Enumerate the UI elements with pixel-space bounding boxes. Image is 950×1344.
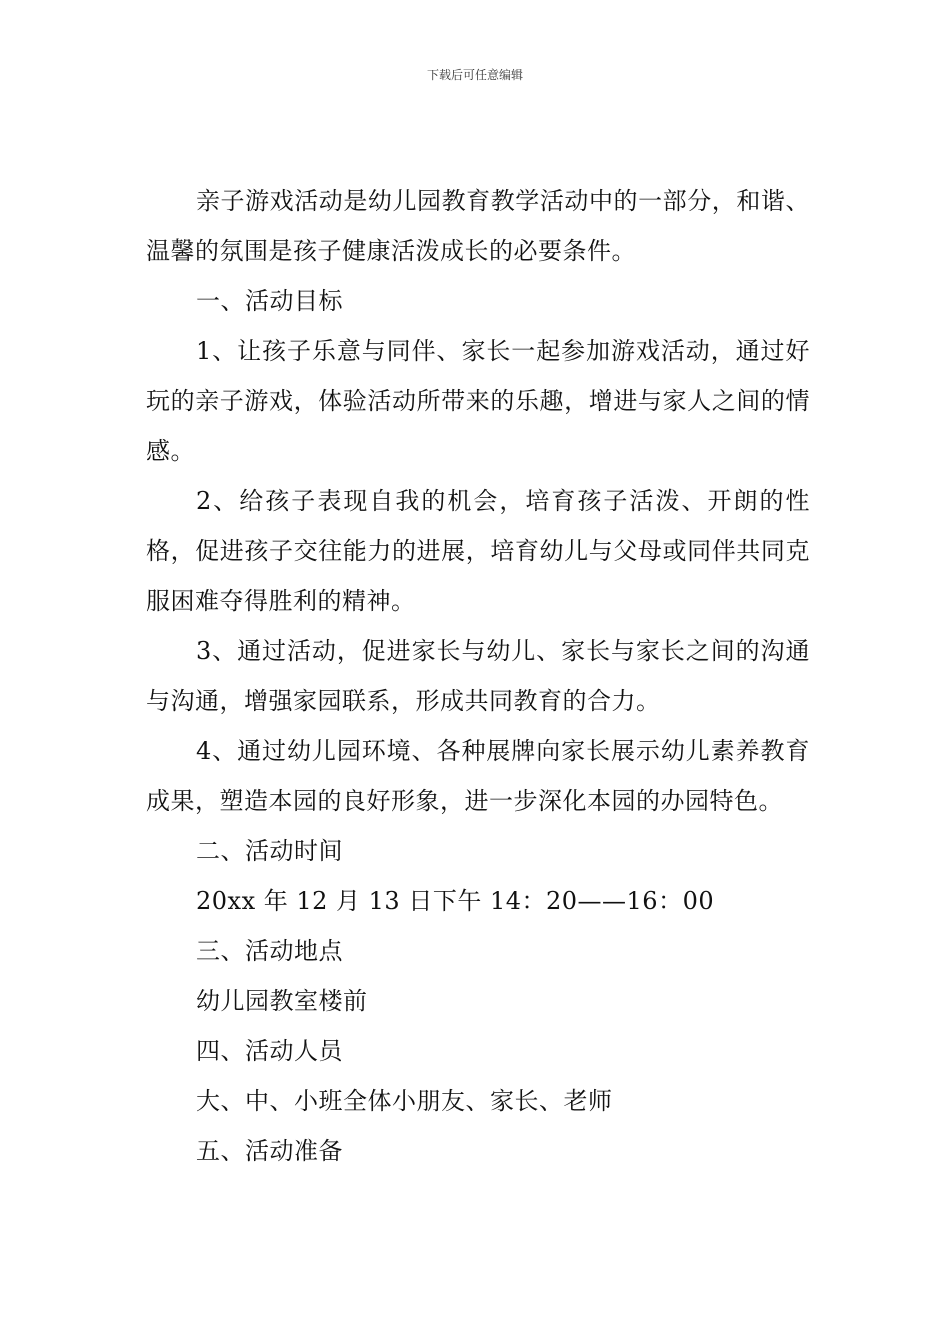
section-heading-time: 二、活动时间	[196, 837, 343, 865]
intro-paragraph: 亲子游戏活动是幼儿园教育教学活动中的一部分，和谐、温馨的氛围是孩子健康活泼成长的必要条件。	[146, 187, 810, 265]
section-heading-participants: 四、活动人员	[196, 1037, 343, 1065]
goal-item-3: 3、通过活动，促进家长与幼儿、家长与家长之间的沟通与沟通，增强家园联系，形成共同教育的合力。	[146, 637, 810, 715]
section-heading-preparation: 五、活动准备	[196, 1137, 343, 1165]
section-heading-location: 三、活动地点	[196, 937, 343, 965]
goal-item-2: 2、给孩子表现自我的机会，培育孩子活泼、开朗的性格，促进孩子交往能力的进展，培育幼儿与父母或同伴共同克服困难夺得胜利的精神。	[146, 487, 810, 615]
goal-item-4: 4、通过幼儿园环境、各种展牌向家长展示幼儿素养教育成果，塑造本园的良好形象，进一步深化本园的办园特色。	[146, 737, 810, 815]
header-note: 下载后可任意编辑	[426, 68, 523, 82]
section-heading-goals: 一、活动目标	[196, 287, 343, 315]
activity-location: 幼儿园教室楼前	[196, 987, 368, 1015]
activity-participants: 大、中、小班全体小朋友、家长、老师	[196, 1087, 613, 1115]
activity-time: 20xx 年 12 月 13 日下午 14：20——16：00	[196, 887, 715, 915]
goal-item-1: 1、让孩子乐意与同伴、家长一起参加游戏活动，通过好玩的亲子游戏，体验活动所带来的乐趣，增进与家人之间的情感。	[146, 337, 810, 465]
document-body	[146, 176, 810, 1176]
